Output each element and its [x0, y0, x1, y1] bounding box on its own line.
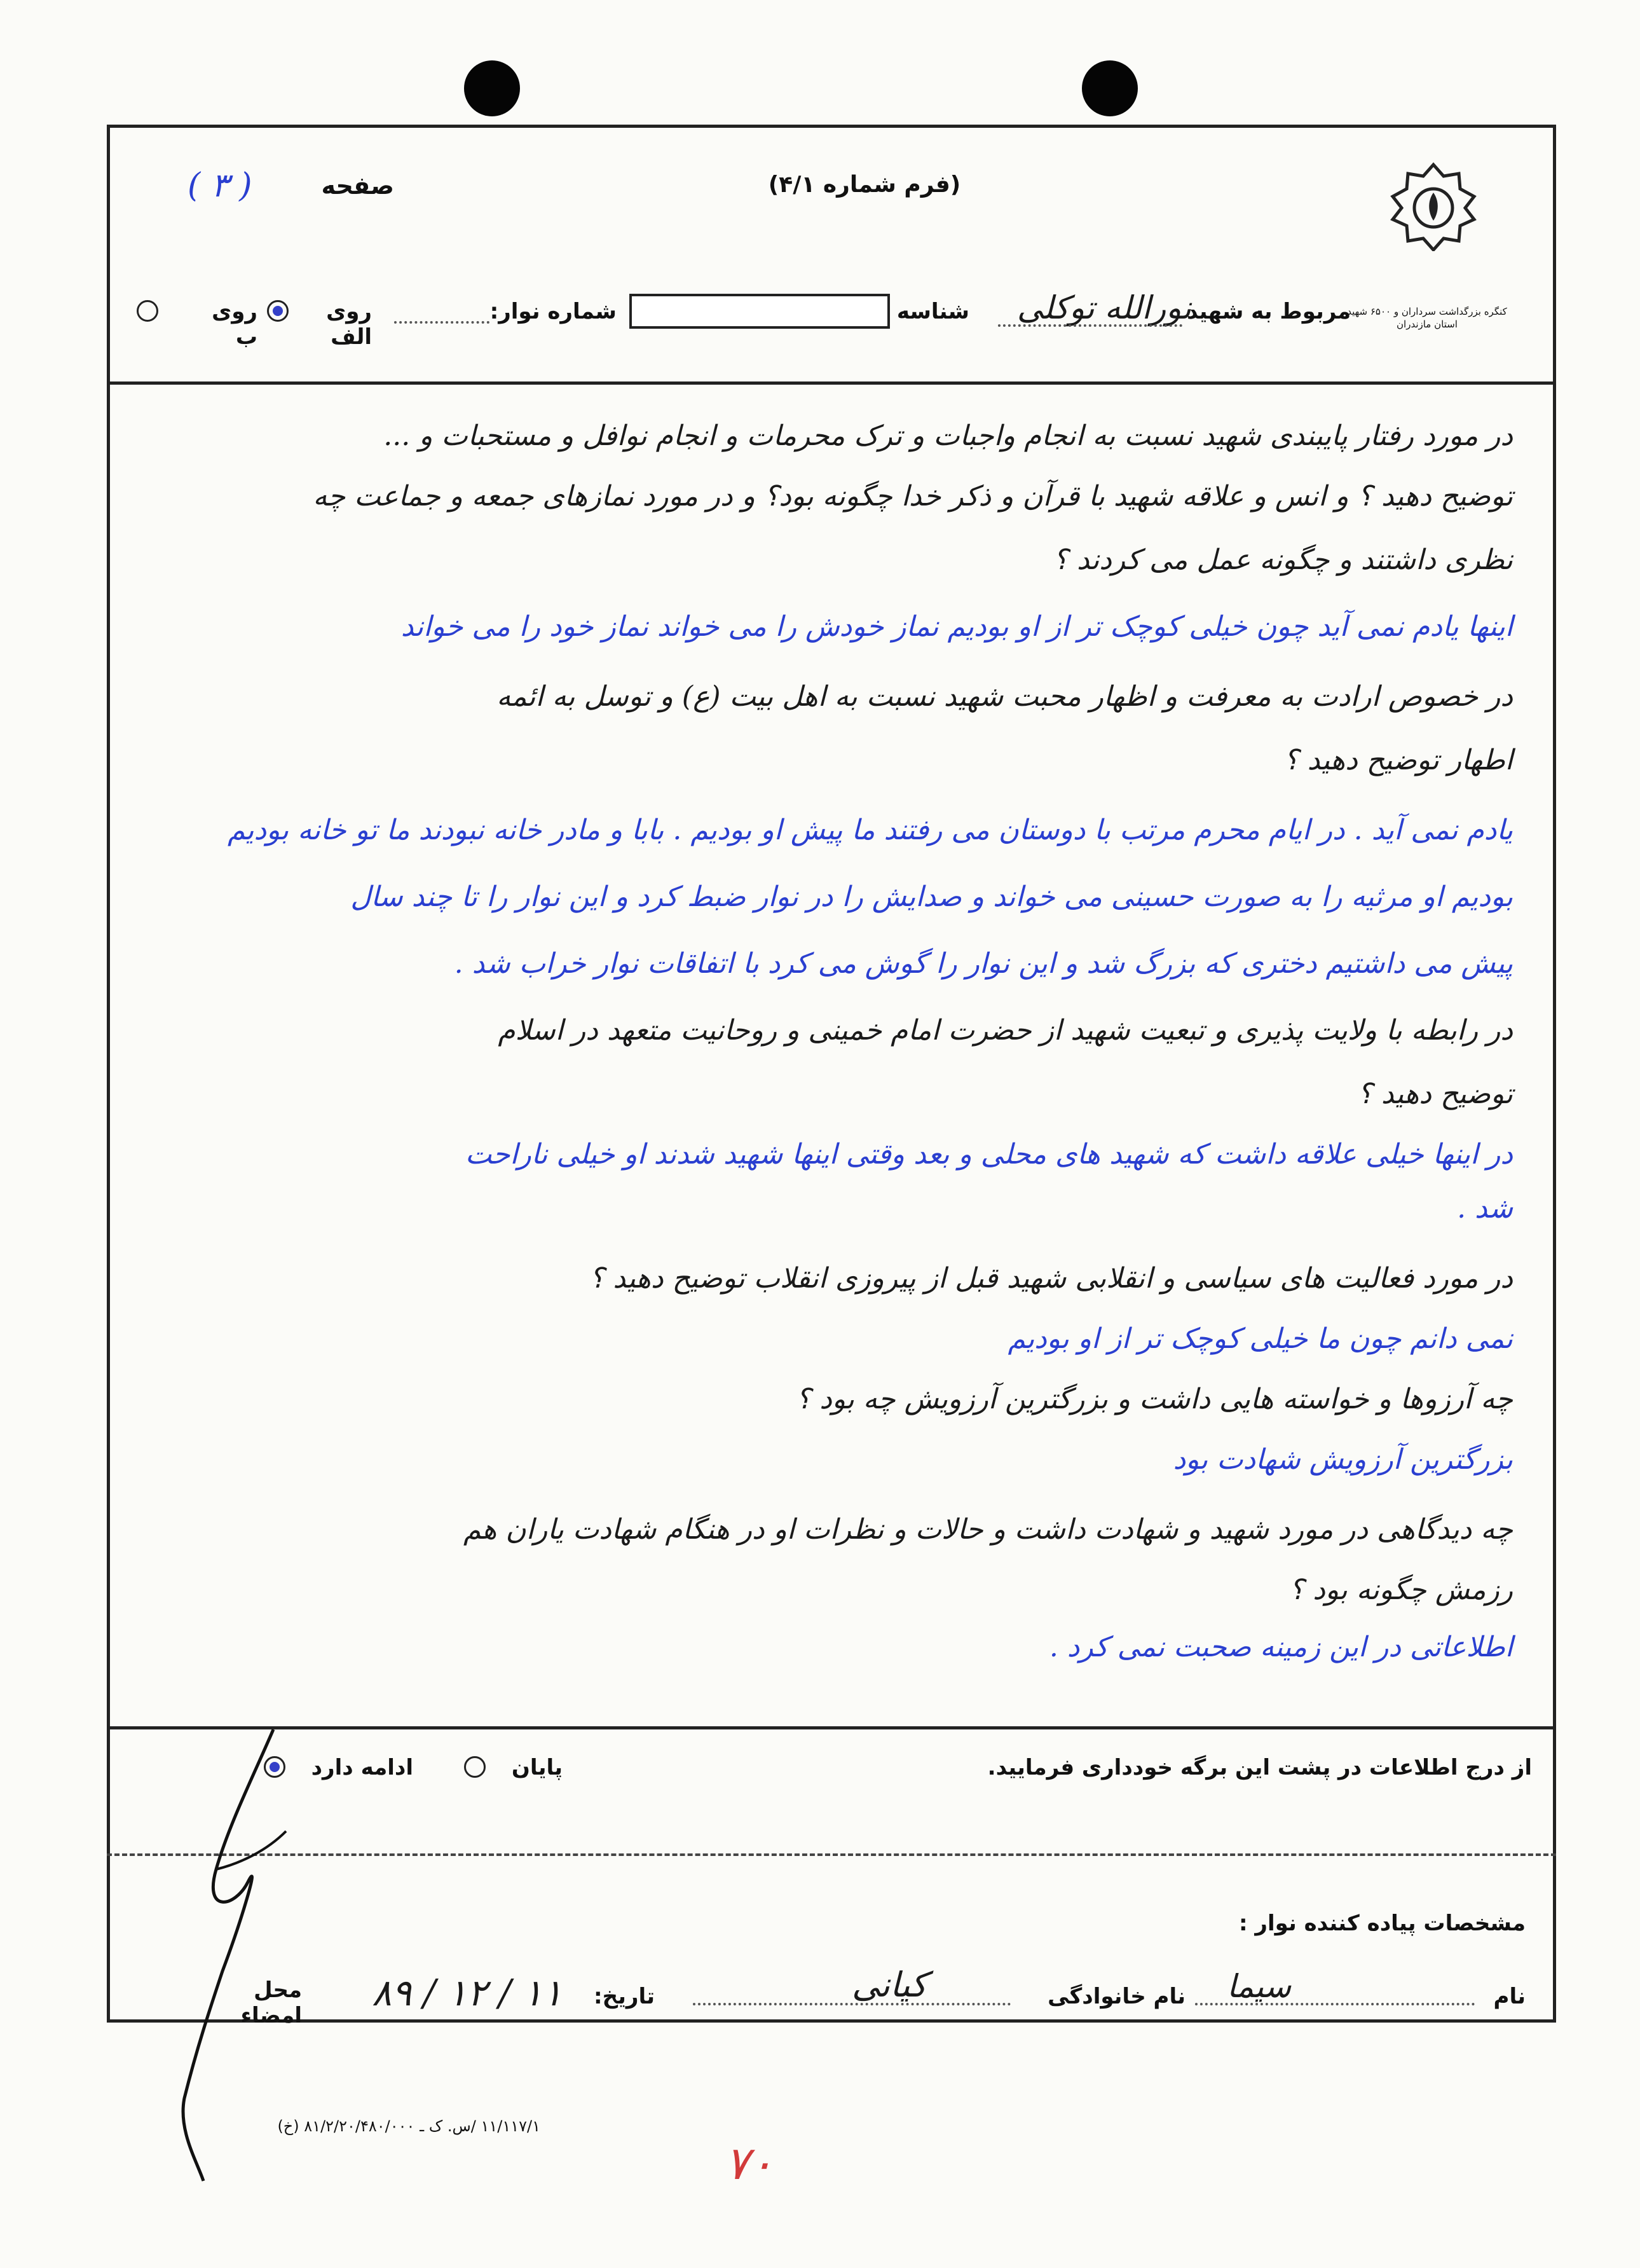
question-line: رزمش چگونه بود ؟ [1288, 1574, 1513, 1606]
answer-line: شد . [1457, 1192, 1513, 1225]
answer-line: نمی دانم چون ما خیلی کوچک تر از او بودیم [1008, 1323, 1513, 1355]
family-label: نام خانوادگی [1048, 1984, 1186, 2009]
section-divider [107, 1853, 1556, 1856]
answer-line: اینها یادم نمی آید چون خیلی کوچک تر از او بودیم نماز خودش را می خواند نماز خود را می خواند [400, 610, 1513, 643]
org-emblem-icon [1389, 162, 1478, 251]
side-b-radio[interactable] [137, 300, 158, 322]
shahid-name-line [998, 324, 1182, 327]
answer-line: بودیم او مرثیه را به صورت حسینی می خواند و صدایش را در نوار ضبط کرد و این نوار را تا چند سال [350, 881, 1513, 913]
org-name: کنگره بزرگداشت سرداران و ۶۵۰۰ شهید استان مازندران [1347, 306, 1507, 330]
side-a-label: روی الف [326, 299, 372, 350]
continues-label: ادامه دارد [311, 1755, 413, 1780]
side-b-label: روی ب [212, 299, 257, 350]
end-label: پایان [511, 1755, 563, 1780]
transcriber-heading: مشخصات پیاده کننده نوار : [1238, 1911, 1526, 1936]
tape-label: شماره نوار: [489, 299, 617, 324]
answer-line: در اینها خیلی علاقه داشت که شهید های محلی و بعد وقتی اینها شهید شدند او خیلی ناراحت [465, 1138, 1513, 1171]
page-number: ( ۳ ) [188, 167, 252, 205]
id-field[interactable] [629, 294, 890, 329]
question-line: چه دیدگاهی در مورد شهید و شهادت داشت و حالات و نظرات او در هنگام شهادت یاران هم [463, 1513, 1513, 1546]
question-line: در رابطه با ولایت پذیری و تبعیت شهید از حضرت امام خمینی و روحانیت متعهد در اسلام [498, 1014, 1513, 1047]
question-line: توضیح دهید ؟ و انس و علاقه شهید با قرآن و ذکر خدا چگونه بود؟ و در مورد نمازهای جمعه و جماعت چه [313, 480, 1513, 512]
shahid-name: نورالله توکلی [1017, 289, 1192, 326]
name-line [1195, 2003, 1475, 2005]
question-line: توضیح دهید ؟ [1357, 1078, 1513, 1110]
shahid-label: مربوط به شهید [1186, 299, 1351, 324]
answer-line: اطلاعاتی در این زمینه صحبت نمی کرد . [1049, 1631, 1513, 1663]
punch-hole [464, 60, 520, 116]
form-code: ۱۱/۱۱۷/۱ /س. ک ـ ۸۱/۲/۲۰/۴۸۰/۰۰۰ (خ) [277, 2117, 540, 2135]
notice-text: از درج اطلاعات در پشت این برگه خودداری فرمایید. [987, 1755, 1532, 1780]
family-line [693, 2003, 1011, 2005]
date-value: ۸۹ / ۱۲ / ۱۱ [372, 1971, 563, 2014]
form-number: (فرم شماره ۴/۱) [768, 172, 961, 198]
side-a-radio[interactable] [267, 300, 289, 322]
handwritten-signature [159, 1717, 311, 2187]
family-value: کیانی [852, 1965, 927, 2005]
question-line: در مورد فعالیت های سیاسی و انقلابی شهید قبل از پیروزی انقلاب توضیح دهید ؟ [589, 1262, 1513, 1295]
question-line: نظری داشتند و چگونه عمل می کردند ؟ [1053, 544, 1513, 576]
id-label: شناسه [896, 299, 969, 324]
question-line: در مورد رفتار پایبندی شهید نسبت به انجام واجبات و ترک محرمات و انجام نوافل و مستحبات و ... [383, 420, 1513, 452]
question-line: اطهار توضیح دهید ؟ [1283, 744, 1513, 776]
interview-content [140, 407, 1526, 1691]
answer-line: پیش می داشتیم دختری که بزرگ شد و این نوار را گوش می کرد با اتفاقات نوار خراب شد . [454, 947, 1513, 980]
name-label: نام [1493, 1984, 1526, 2009]
punch-hole [1082, 60, 1138, 116]
answer-line: بزرگترین آرزویش شهادت بود [1173, 1443, 1513, 1476]
tape-number-line [394, 321, 489, 324]
sheet-number: ۷۰ [725, 2136, 774, 2190]
end-radio[interactable] [464, 1756, 486, 1778]
question-line: چه آرزوها و خواسته هایی داشت و بزرگترین آرزویش چه بود ؟ [795, 1383, 1513, 1415]
answer-line: یادم نمی آید . در ایام محرم مرتب با دوستان می رفتند ما پیش او بودیم . بابا و مادر خانه نبودند ما تو خانه بودیم [228, 814, 1513, 846]
signature-label: محل امضاء [240, 1977, 302, 2028]
question-line: در خصوص ارادت به معرفت و اظهار محبت شهید نسبت به اهل بیت (ع) و توسل به ائمه [496, 680, 1513, 713]
date-label: تاریخ: [594, 1984, 655, 2009]
page-label: صفحه [321, 172, 394, 200]
name-value: سیما [1227, 1968, 1292, 2005]
